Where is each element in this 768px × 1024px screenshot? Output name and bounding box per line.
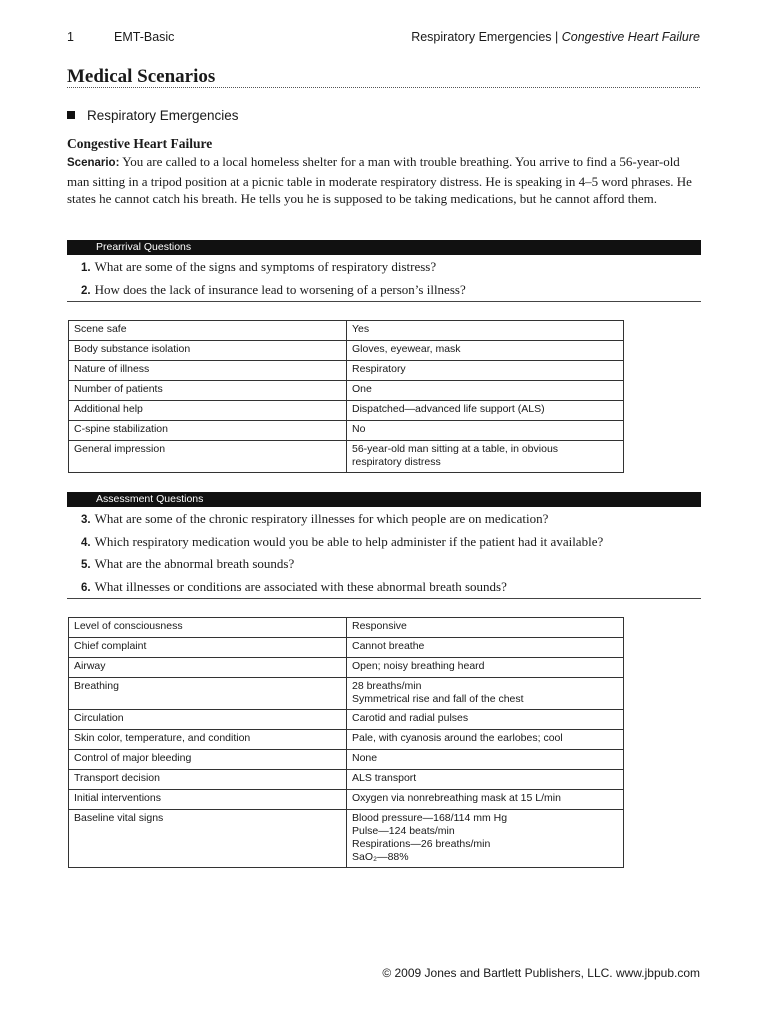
primary-assessment-table	[68, 617, 624, 868]
row-label: Breathing	[69, 678, 347, 710]
row-label: Nature of illness	[69, 361, 347, 381]
question-number: 2.	[81, 284, 91, 297]
value-line: Pulse—124 beats/min	[352, 825, 455, 837]
question-text: Which respiratory medication would you be able to help administer if the patient had it available?	[94, 533, 604, 549]
value-line: Pale, with cyanosis around the earlobes; cool	[352, 732, 563, 744]
square-bullet-icon	[67, 111, 75, 119]
prearrival-question-list	[67, 256, 701, 302]
table-row	[69, 618, 624, 638]
row-label: Chief complaint	[69, 638, 347, 658]
case-title: Congestive Heart Failure	[67, 136, 213, 151]
row-value	[347, 810, 624, 868]
row-label: General impression	[69, 441, 347, 473]
row-value	[347, 638, 624, 658]
chapter-title	[411, 30, 700, 44]
question-number: 3.	[81, 514, 91, 526]
question-number: 5.	[81, 559, 91, 571]
row-label: Airway	[69, 658, 347, 678]
row-value	[347, 441, 624, 473]
row-value	[347, 401, 624, 421]
assessment-heading: Assessment Questions	[67, 492, 701, 507]
row-label: Level of consciousness	[69, 618, 347, 638]
prearrival-heading: Prearrival Questions	[67, 240, 701, 255]
question-text: What are the abnormal breath sounds?	[94, 556, 295, 571]
question-number: 1.	[81, 262, 91, 274]
row-label: Number of patients	[69, 381, 347, 401]
row-label: Control of major bleeding	[69, 750, 347, 770]
row-value	[347, 421, 624, 441]
question-item	[67, 279, 701, 302]
row-value	[347, 710, 624, 730]
assessment-question-list	[67, 508, 701, 599]
value-line: SaO₂—88%	[352, 851, 409, 863]
subsection-title: Respiratory Emergencies	[87, 108, 239, 123]
chapter-topic: Congestive Heart Failure	[561, 30, 700, 44]
scenario-label: Scenario:	[67, 157, 120, 169]
row-value	[347, 790, 624, 810]
value-line: Blood pressure—168/114 mm Hg	[352, 812, 508, 824]
value-line: Cannot breathe	[352, 640, 425, 652]
running-header	[67, 30, 700, 46]
value-line: Respiratory	[352, 363, 406, 375]
value-line: Oxygen via nonrebreathing mask at 15 L/min	[352, 792, 561, 804]
row-label: C-spine stabilization	[69, 421, 347, 441]
question-number: 4.	[81, 536, 91, 549]
row-value	[347, 730, 624, 750]
scene-size-up-table	[68, 320, 624, 473]
value-line: Respirations—26 breaths/min	[352, 838, 491, 850]
value-line: No	[352, 423, 366, 435]
value-line: One	[352, 383, 372, 395]
value-line: Gloves, eyewear, mask	[352, 343, 461, 355]
table-row	[69, 790, 624, 810]
table-row	[69, 730, 624, 750]
question-text: What are some of the chronic respiratory illnesses for which people are on medication?	[94, 511, 549, 526]
scenario-text: You are called to a local homeless shelter for a man with trouble breathing. You arrive to find a 56-year-old man sitting in a tripod position at a picnic table in moderate respiratory distress. He is speaking in 4–5 word phrases. He states he cannot catch his breath. He tells you he is supposed to be taking medications, but he cannot afford them.	[67, 154, 692, 206]
question-text: How does the lack of insurance lead to worsening of a person’s illness?	[94, 281, 466, 297]
table-row	[69, 810, 624, 868]
row-value	[347, 618, 624, 638]
row-value	[347, 361, 624, 381]
table-row	[69, 421, 624, 441]
row-label: Circulation	[69, 710, 347, 730]
table-row	[69, 361, 624, 381]
row-label: Scene safe	[69, 321, 347, 341]
table-row	[69, 441, 624, 473]
question-text: What illnesses or conditions are associated with these abnormal breath sounds?	[94, 578, 507, 594]
row-value	[347, 750, 624, 770]
row-label: Initial interventions	[69, 790, 347, 810]
value-line: Symmetrical rise and fall of the chest	[352, 693, 524, 705]
table-row	[69, 638, 624, 658]
row-label: Skin color, temperature, and condition	[69, 730, 347, 750]
row-value	[347, 381, 624, 401]
question-item	[67, 553, 701, 576]
value-line: Carotid and radial pulses	[352, 712, 469, 724]
row-value	[347, 658, 624, 678]
row-value	[347, 341, 624, 361]
copyright-footer: © 2009 Jones and Bartlett Publishers, LLC. www.jbpub.com	[382, 966, 700, 980]
table-row	[69, 678, 624, 710]
value-line: 28 breaths/min	[352, 680, 422, 692]
question-item	[67, 576, 701, 599]
row-value	[347, 321, 624, 341]
table-row	[69, 381, 624, 401]
row-label: Additional help	[69, 401, 347, 421]
chapter-name: Respiratory Emergencies |	[411, 30, 562, 44]
question-item	[67, 531, 701, 554]
question-number: 6.	[81, 581, 91, 594]
page-number: 1	[67, 30, 74, 44]
section-title: Medical Scenarios	[67, 66, 216, 87]
section-divider	[67, 87, 700, 88]
table-row	[69, 710, 624, 730]
value-line: respiratory distress	[352, 456, 441, 468]
book-title: EMT-Basic	[114, 30, 175, 44]
table-row	[69, 401, 624, 421]
question-item	[67, 508, 701, 531]
table-row	[69, 658, 624, 678]
row-value	[347, 678, 624, 710]
scenario-paragraph	[67, 153, 701, 208]
value-line: ALS transport	[352, 772, 417, 784]
value-line: None	[352, 752, 378, 764]
question-text: What are some of the signs and symptoms of respiratory distress?	[94, 259, 437, 274]
table-row	[69, 321, 624, 341]
question-item	[67, 256, 701, 279]
row-value	[347, 770, 624, 790]
value-line: Responsive	[352, 620, 407, 632]
table-row	[69, 341, 624, 361]
table-row	[69, 750, 624, 770]
row-label: Baseline vital signs	[69, 810, 347, 868]
value-line: Yes	[352, 323, 370, 335]
row-label: Body substance isolation	[69, 341, 347, 361]
value-line: Open; noisy breathing heard	[352, 660, 485, 672]
subsection-heading	[67, 108, 239, 123]
value-line: Dispatched—advanced life support (ALS)	[352, 403, 545, 415]
value-line: 56-year-old man sitting at a table, in obvious	[352, 443, 559, 455]
row-label: Transport decision	[69, 770, 347, 790]
table-row	[69, 770, 624, 790]
